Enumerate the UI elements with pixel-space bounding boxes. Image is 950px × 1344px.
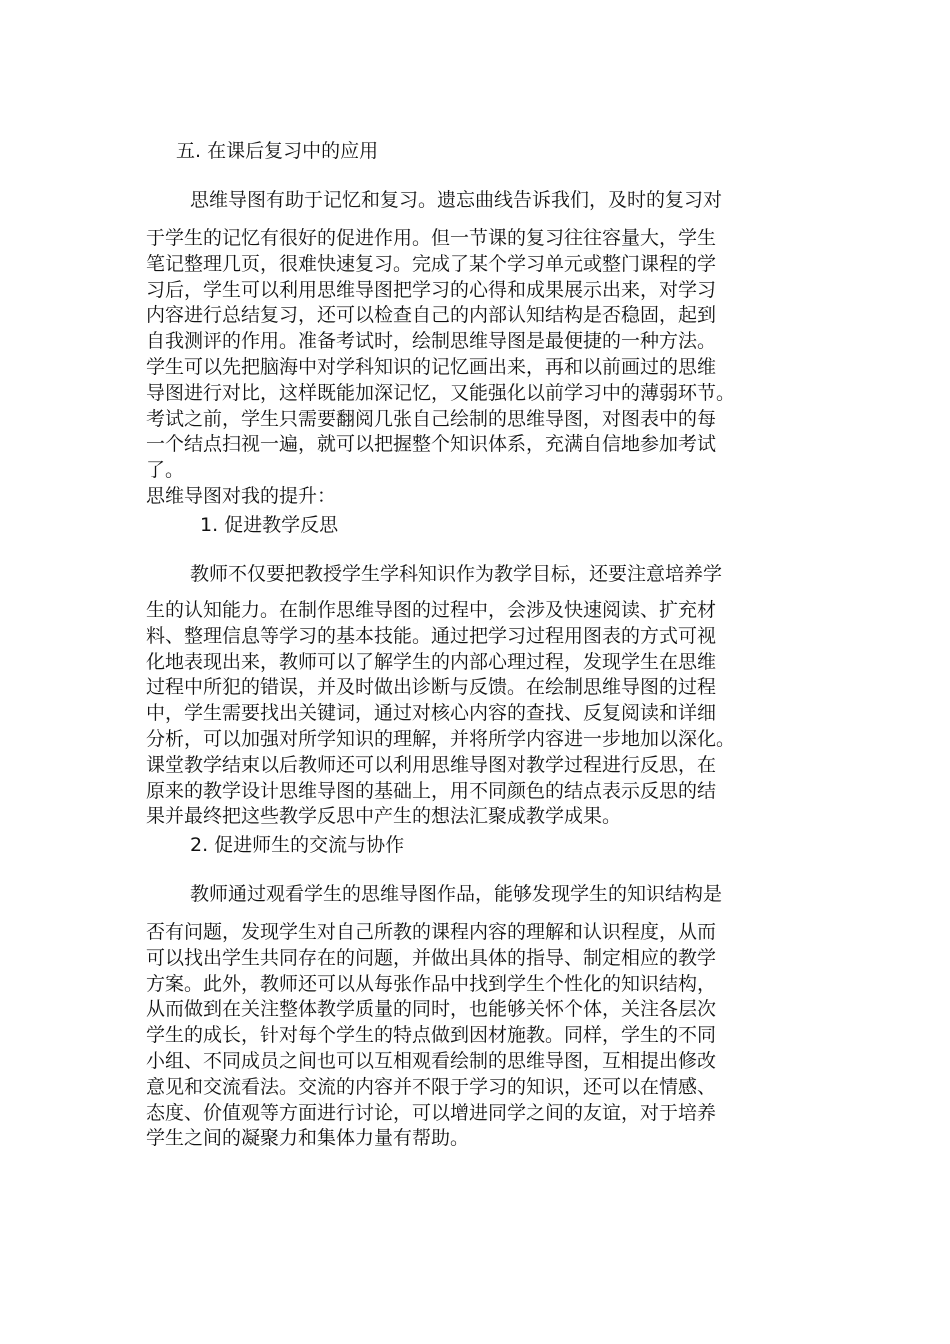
paragraph-line: 一个结点扫视一遍，就可以把握整个知识体系，充满自信地参加考试 [146,433,717,456]
paragraph-line: 中，学生需要找出关键词，通过对核心内容的查找、反复阅读和详细 [146,702,717,725]
paragraph-line: 过程中所犯的错误，并及时做出诊断与反馈。在绘制思维导图的过程 [146,676,717,699]
subsection-2-first-line: 教师通过观看学生的思维导图作品，能够发现学生的知识结构是 [190,883,723,905]
paragraph-line: 了。 [146,459,185,482]
paragraph-line: 学生的成长，针对每个学生的特点做到因材施教。同样，学生的不同 [146,1024,717,1047]
paragraph-line: 课堂教学结束以后教师还可以利用思维导图对教学过程进行反思，在 [146,753,717,776]
subsection-1-body [146,598,826,830]
paragraph-line: 学生之间的凝聚力和集体力量有帮助。 [146,1127,470,1150]
subsection-2-body [146,920,826,1152]
paragraph-line: 意见和交流看法。交流的内容并不限于学习的知识，还可以在情感、 [146,1075,717,1098]
paragraph-line: 化地表现出来，教师可以了解学生的内部心理过程，发现学生在思维 [146,650,717,673]
paragraph-line: 于学生的记忆有很好的促进作用。但一节课的复习往往容量大，学生 [146,227,717,249]
section-5-body [146,226,826,510]
paragraph-line: 可以找出学生共同存在的问题，并做出具体的指导、制定相应的教学 [146,946,717,969]
paragraph-line: 笔记整理几页，很难快速复习。完成了某个学习单元或整门课程的学 [146,252,717,275]
subsection-2-heading: 2. 促进师生的交流与协作 [190,834,405,856]
paragraph-line: 分析，可以加强对所学知识的理解，并将所学内容进一步地加以深化。 [146,727,736,750]
subsection-1-first-line: 教师不仅要把教授学生学科知识作为教学目标，还要注意培养学 [190,563,723,585]
paragraph-line: 内容进行总结复习，还可以检查自己的内部认知结构是否稳固，起到 [146,304,717,327]
paragraph-line: 方案。此外，教师还可以从每张作品中找到学生个性化的知识结构， [146,972,717,995]
paragraph-line: 从而做到在关注整体教学质量的同时，也能够关怀个体，关注各层次 [146,998,717,1021]
paragraph-line: 自我测评的作用。准备考试时，绘制思维导图是最便捷的一种方法。 [146,330,717,353]
paragraph-line: 习后，学生可以利用思维导图把学习的心得和成果展示出来，对学习 [146,278,717,301]
paragraph-line: 态度、价值观等方面进行讨论，可以增进同学之间的友谊，对于培养 [146,1101,717,1124]
subsection-1-heading: 1. 促进教学反思 [200,514,339,536]
paragraph-line: 原来的教学设计思维导图的基础上，用不同颜色的结点表示反思的结 [146,779,717,802]
paragraph-line: 导图进行对比，这样既能加深记忆，又能强化以前学习中的薄弱环节。 [146,381,736,404]
paragraph-line: 小组、不同成员之间也可以互相观看绘制的思维导图，互相提出修改 [146,1049,717,1072]
paragraph-line: 果并最终把这些教学反思中产生的想法汇聚成教学成果。 [146,805,622,828]
paragraph-line: 学生可以先把脑海中对学科知识的记忆画出来，再和以前画过的思维 [146,355,717,378]
section-5-heading: 五. 在课后复习中的应用 [176,140,379,162]
paragraph-line: 否有问题，发现学生对自己所教的课程内容的理解和认识程度，从而 [146,921,717,943]
paragraph-line: 料、整理信息等学习的基本技能。通过把学习过程用图表的方式可视 [146,624,717,647]
section-5-first-line: 思维导图有助于记忆和复习。遗忘曲线告诉我们，及时的复习对 [190,189,723,211]
paragraph-line: 思维导图对我的提升： [146,484,337,507]
paragraph-line: 生的认知能力。在制作思维导图的过程中，会涉及快速阅读、扩充材 [146,599,717,621]
paragraph-line: 考试之前，学生只需要翻阅几张自己绘制的思维导图，对图表中的每 [146,407,717,430]
